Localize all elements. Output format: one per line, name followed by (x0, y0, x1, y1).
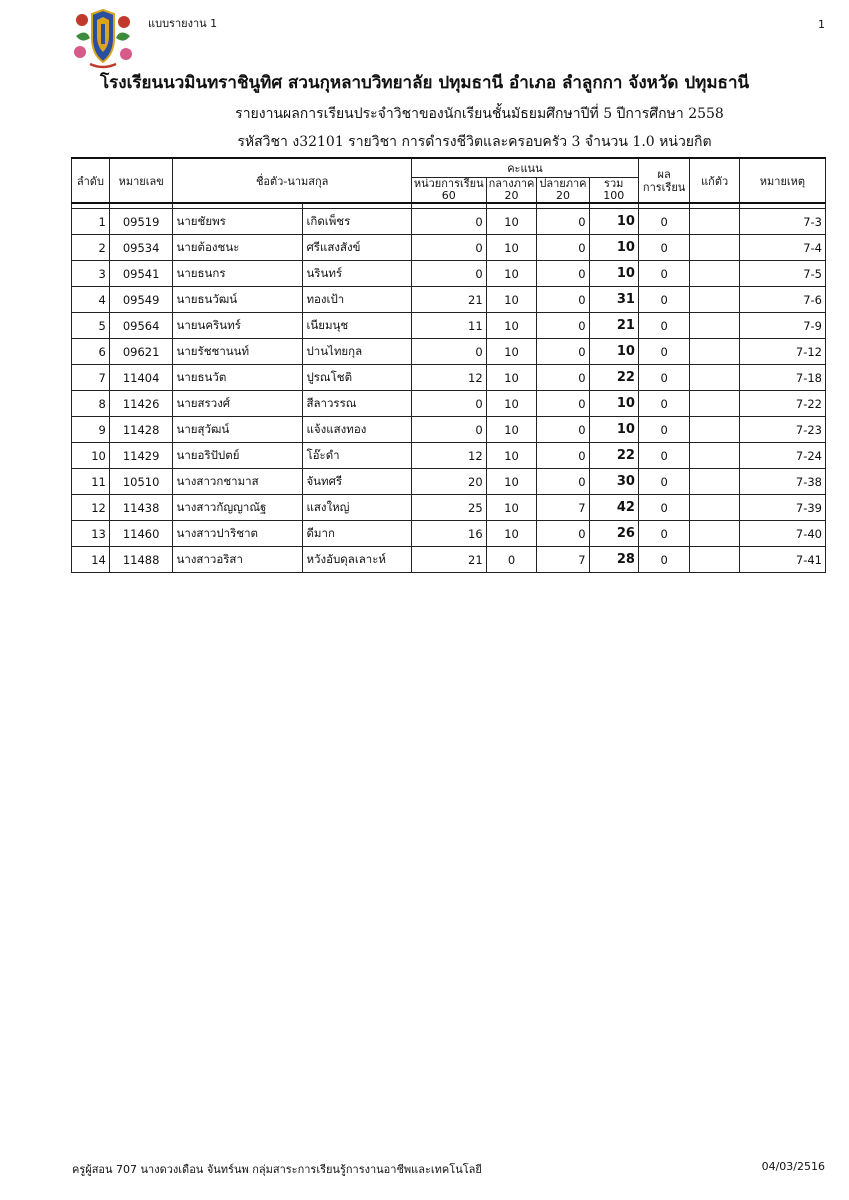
cell-student-id: 09519 (109, 209, 173, 235)
cell-surname: จันทศรี (303, 469, 411, 495)
subject-line: รหัสวิชา ง32101 รายวิชา การดำรงชีวิตและครอบครัว 3 จำนวน 1.0 หน่วยกิต (237, 134, 712, 150)
cell-total-score: 31 (589, 287, 638, 313)
header-total-label: รวม (604, 177, 624, 190)
header-mid-max: 20 (504, 189, 519, 202)
cell-fix (690, 209, 740, 235)
cell-surname: แสงใหญ่ (303, 495, 411, 521)
cell-mid-score: 10 (486, 209, 537, 235)
cell-unit-score: 0 (411, 417, 486, 443)
cell-note: 7-24 (739, 443, 825, 469)
header-final-label: ปลายภาค (539, 177, 587, 190)
cell-mid-score: 10 (486, 261, 537, 287)
cell-first-name: นางสาวอริสา (173, 547, 303, 573)
cell-mid-score: 10 (486, 391, 537, 417)
cell-total-score: 26 (589, 521, 638, 547)
cell-note: 7-12 (739, 339, 825, 365)
cell-total-score: 22 (589, 443, 638, 469)
cell-note: 7-6 (739, 287, 825, 313)
cell-mid-score: 10 (486, 339, 537, 365)
cell-result: 0 (638, 391, 689, 417)
cell-unit-score: 0 (411, 235, 486, 261)
cell-student-id: 11404 (109, 365, 173, 391)
cell-total-score: 10 (589, 209, 638, 235)
cell-unit-score: 20 (411, 469, 486, 495)
cell-no: 6 (72, 339, 110, 365)
cell-mid-score: 10 (486, 365, 537, 391)
cell-note: 7-5 (739, 261, 825, 287)
table-row (72, 443, 826, 469)
report-title: รายงานผลการเรียนประจำวิชาของนักเรียนชั้นมัธยมศึกษาปีที่ 5 ปีการศึกษา 2558 (235, 106, 724, 122)
cell-student-id: 11438 (109, 495, 173, 521)
cell-unit-score: 0 (411, 391, 486, 417)
cell-surname: เกิดเพ็ชร (303, 209, 411, 235)
cell-final-score: 0 (537, 417, 589, 443)
cell-surname: ปานไทยกุล (303, 339, 411, 365)
header-fix: แก้ตัว (690, 158, 740, 203)
cell-first-name: นายธนวัฒน์ (173, 287, 303, 313)
grade-rows (72, 203, 826, 573)
cell-student-id: 11428 (109, 417, 173, 443)
table-row (72, 547, 826, 573)
cell-total-score: 30 (589, 469, 638, 495)
cell-total-score: 10 (589, 391, 638, 417)
grades-table (71, 157, 826, 573)
header-result (638, 158, 689, 203)
cell-no: 13 (72, 521, 110, 547)
cell-no: 4 (72, 287, 110, 313)
cell-no: 14 (72, 547, 110, 573)
cell-surname: ศรีแสงสังข์ (303, 235, 411, 261)
cell-result: 0 (638, 547, 689, 573)
cell-unit-score: 12 (411, 443, 486, 469)
cell-mid-score: 10 (486, 313, 537, 339)
header-total (589, 178, 638, 204)
cell-final-score: 7 (537, 495, 589, 521)
cell-first-name: นายธนกร (173, 261, 303, 287)
cell-final-score: 0 (537, 313, 589, 339)
cell-student-id: 11426 (109, 391, 173, 417)
table-row (72, 391, 826, 417)
cell-first-name: นายนครินทร์ (173, 313, 303, 339)
cell-unit-score: 12 (411, 365, 486, 391)
header-result-top: ผล (657, 167, 671, 181)
cell-no: 9 (72, 417, 110, 443)
header-note: หมายเหตุ (739, 158, 825, 203)
cell-fix (690, 313, 740, 339)
page-number: 1 (818, 18, 825, 31)
school-title: โรงเรียนนวมินทราชินูทิศ สวนกุหลาบวิทยาลัย ปทุมธานี อำเภอ ลำลูกกา จังหวัด ปทุมธานี (100, 73, 750, 93)
cell-total-score: 10 (589, 261, 638, 287)
cell-surname: ดีมาก (303, 521, 411, 547)
cell-final-score: 0 (537, 443, 589, 469)
header-unit-label: หน่วยการเรียน (413, 177, 484, 190)
cell-surname: หวังอับดุลเลาะห์ (303, 547, 411, 573)
header-mid (486, 178, 537, 204)
cell-note: 7-39 (739, 495, 825, 521)
cell-final-score: 0 (537, 469, 589, 495)
table-row (72, 339, 826, 365)
cell-first-name: นางสาวปาริชาต (173, 521, 303, 547)
form-name: แบบรายงาน 1 (148, 17, 218, 30)
cell-student-id: 09534 (109, 235, 173, 261)
cell-final-score: 0 (537, 287, 589, 313)
header-no: ลำดับ (72, 158, 110, 203)
cell-fix (690, 235, 740, 261)
cell-student-id: 11429 (109, 443, 173, 469)
cell-result: 0 (638, 209, 689, 235)
cell-first-name: นายอริปัปตย์ (173, 443, 303, 469)
cell-surname: นรินทร์ (303, 261, 411, 287)
cell-result: 0 (638, 495, 689, 521)
cell-note: 7-3 (739, 209, 825, 235)
header-score-group: คะแนน (411, 158, 638, 178)
cell-note: 7-9 (739, 313, 825, 339)
cell-first-name: นายชัยพร (173, 209, 303, 235)
cell-fix (690, 365, 740, 391)
cell-result: 0 (638, 339, 689, 365)
footer-teacher: ครูผู้สอน 707 นางดวงเดือน จันทร์นพ กลุ่มสาระการเรียนรู้การงานอาชีพและเทคโนโลยี (72, 1163, 482, 1176)
cell-unit-score: 0 (411, 209, 486, 235)
cell-mid-score: 10 (486, 287, 537, 313)
table-row (72, 469, 826, 495)
cell-result: 0 (638, 365, 689, 391)
cell-unit-score: 21 (411, 547, 486, 573)
cell-result: 0 (638, 469, 689, 495)
cell-fix (690, 417, 740, 443)
cell-result: 0 (638, 521, 689, 547)
cell-fix (690, 391, 740, 417)
cell-total-score: 42 (589, 495, 638, 521)
cell-mid-score: 10 (486, 235, 537, 261)
cell-note: 7-40 (739, 521, 825, 547)
cell-mid-score: 0 (486, 547, 537, 573)
cell-result: 0 (638, 261, 689, 287)
table-row (72, 261, 826, 287)
cell-note: 7-23 (739, 417, 825, 443)
cell-mid-score: 10 (486, 469, 537, 495)
footer-date: 04/03/2516 (761, 1160, 825, 1173)
cell-mid-score: 10 (486, 495, 537, 521)
cell-student-id: 11488 (109, 547, 173, 573)
cell-student-id: 09564 (109, 313, 173, 339)
cell-result: 0 (638, 313, 689, 339)
header-result-bottom: การเรียน (642, 180, 686, 194)
cell-first-name: นายธนวัต (173, 365, 303, 391)
cell-total-score: 10 (589, 235, 638, 261)
header-final (537, 178, 589, 204)
cell-surname: โอ๊ะดำ (303, 443, 411, 469)
cell-student-id: 09621 (109, 339, 173, 365)
table-row (72, 313, 826, 339)
cell-mid-score: 10 (486, 521, 537, 547)
cell-student-id: 10510 (109, 469, 173, 495)
cell-fix (690, 495, 740, 521)
cell-unit-score: 0 (411, 339, 486, 365)
cell-mid-score: 10 (486, 443, 537, 469)
flower-icon (120, 48, 132, 60)
table-row (72, 365, 826, 391)
table-row (72, 209, 826, 235)
header-student-id: หมายเลข (109, 158, 173, 203)
table-row (72, 495, 826, 521)
cell-no: 2 (72, 235, 110, 261)
cell-result: 0 (638, 235, 689, 261)
cell-first-name: นายต้องชนะ (173, 235, 303, 261)
cell-fix (690, 443, 740, 469)
cell-first-name: นายสรวงศ์ (173, 391, 303, 417)
flower-icon (76, 14, 88, 26)
cell-surname: ปูรณโชติ (303, 365, 411, 391)
cell-total-score: 10 (589, 339, 638, 365)
cell-fix (690, 261, 740, 287)
cell-fix (690, 521, 740, 547)
cell-no: 11 (72, 469, 110, 495)
cell-final-score: 0 (537, 235, 589, 261)
cell-final-score: 0 (537, 365, 589, 391)
cell-surname: สีลาวรรณ (303, 391, 411, 417)
cell-total-score: 21 (589, 313, 638, 339)
cell-note: 7-41 (739, 547, 825, 573)
cell-fix (690, 339, 740, 365)
cell-final-score: 0 (537, 391, 589, 417)
table-row (72, 521, 826, 547)
cell-final-score: 0 (537, 521, 589, 547)
header-final-max: 20 (555, 189, 570, 202)
cell-result: 0 (638, 287, 689, 313)
flower-icon (118, 16, 130, 28)
table-row (72, 417, 826, 443)
cell-no: 1 (72, 209, 110, 235)
cell-no: 8 (72, 391, 110, 417)
cell-no: 3 (72, 261, 110, 287)
header-unit (411, 178, 486, 204)
cell-final-score: 0 (537, 261, 589, 287)
cell-first-name: นางสาวกชามาส (173, 469, 303, 495)
cell-fix (690, 469, 740, 495)
cell-note: 7-4 (739, 235, 825, 261)
cell-no: 5 (72, 313, 110, 339)
cell-unit-score: 0 (411, 261, 486, 287)
school-crest-logo (72, 8, 134, 70)
cell-note: 7-22 (739, 391, 825, 417)
cell-unit-score: 25 (411, 495, 486, 521)
cell-result: 0 (638, 417, 689, 443)
cell-no: 7 (72, 365, 110, 391)
header-mid-label: กลางภาค (488, 177, 535, 190)
cell-total-score: 10 (589, 417, 638, 443)
cell-fix (690, 287, 740, 313)
cell-surname: ทองเป้า (303, 287, 411, 313)
cell-unit-score: 16 (411, 521, 486, 547)
cell-total-score: 22 (589, 365, 638, 391)
cell-unit-score: 11 (411, 313, 486, 339)
header-total-max: 100 (603, 189, 625, 202)
cell-first-name: นางสาวกัญญาณัฐ (173, 495, 303, 521)
cell-result: 0 (638, 443, 689, 469)
cell-mid-score: 10 (486, 417, 537, 443)
cell-student-id: 09541 (109, 261, 173, 287)
cell-note: 7-38 (739, 469, 825, 495)
header-unit-max: 60 (441, 189, 456, 202)
flower-icon (74, 46, 86, 58)
cell-first-name: นายสุวัฒน์ (173, 417, 303, 443)
cell-student-id: 09549 (109, 287, 173, 313)
cell-no: 10 (72, 443, 110, 469)
cell-final-score: 0 (537, 339, 589, 365)
cell-final-score: 0 (537, 209, 589, 235)
cell-first-name: นายรัชชานนท์ (173, 339, 303, 365)
cell-surname: แจ้งแสงทอง (303, 417, 411, 443)
cell-final-score: 7 (537, 547, 589, 573)
cell-surname: เนียมนุช (303, 313, 411, 339)
table-row (72, 287, 826, 313)
cell-unit-score: 21 (411, 287, 486, 313)
cell-total-score: 28 (589, 547, 638, 573)
cell-fix (690, 547, 740, 573)
table-row (72, 235, 826, 261)
cell-no: 12 (72, 495, 110, 521)
header-name: ชื่อตัว-นามสกุล (173, 158, 411, 203)
cell-note: 7-18 (739, 365, 825, 391)
cell-student-id: 11460 (109, 521, 173, 547)
